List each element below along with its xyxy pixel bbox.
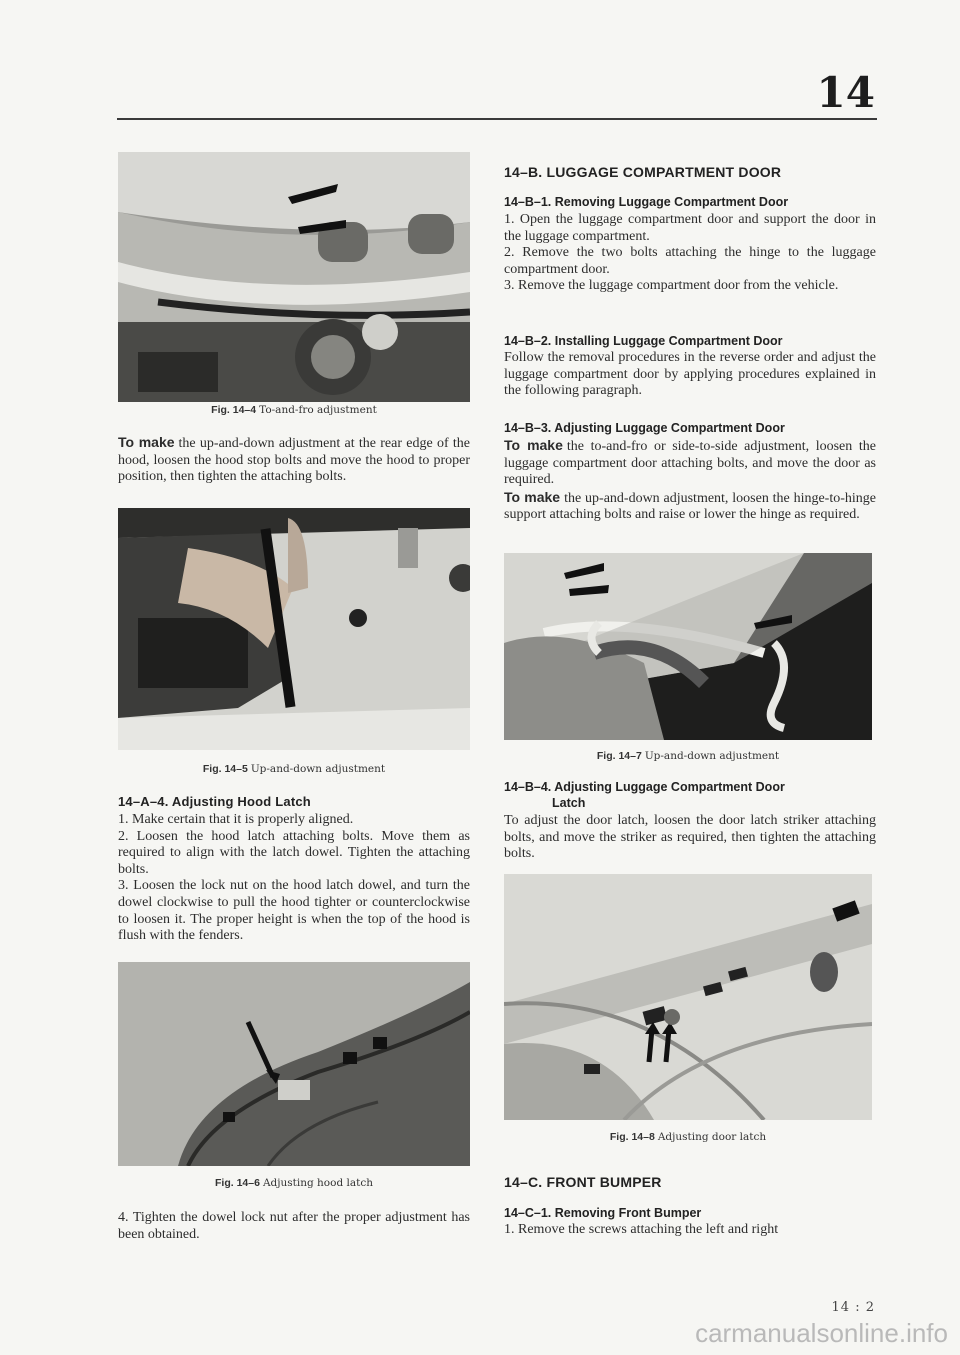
section-heading-14b2: 14–B–2. Installing Luggage Compartment Door — [504, 334, 783, 348]
header-rule — [117, 118, 877, 120]
step-4-paragraph — [118, 1210, 470, 1243]
figure-caption-text: Up-and-down adjustment — [644, 750, 780, 762]
figure-number: Fig. 14–8 — [609, 1131, 655, 1143]
section-heading-14b4 — [504, 779, 876, 811]
section-14a4-body — [118, 812, 470, 945]
step-3: 3. Loosen the lock nut on the hood latch dowel, and turn the dowel clockwise to pull the hood tighter or counterclockwise to loosen it. The proper height is when the top of the hood is flush with the fenders. — [118, 878, 470, 944]
step-1: 1. Open the luggage compartment door and support the door in the luggage compartment. — [504, 212, 876, 244]
paragraph-text: the up-and-down adjustment at the rear edge of the hood, loosen the hood stop bolts and move the hood to proper position, then tighten the attaching bolts. — [118, 436, 470, 485]
figure-14-6-photo — [118, 962, 470, 1166]
section-heading-14b: 14–B. LUGGAGE COMPARTMENT DOOR — [504, 164, 782, 180]
page-number: 14 : 2 — [831, 1300, 875, 1315]
figure-14-7-photo — [504, 553, 872, 740]
figure-14-5-caption — [118, 763, 470, 775]
figure-14-8-caption — [504, 1131, 872, 1143]
lead-in: To make — [118, 434, 175, 450]
figure-14-4-caption — [118, 404, 470, 416]
section-14c1-body — [504, 1222, 876, 1239]
section-14b3-body — [504, 437, 876, 524]
figure-14-7-caption — [504, 750, 872, 762]
step-2: 2. Loosen the hood latch attaching bolts. Move them as required to align with the latch dowel. Tighten the attaching bolts. — [118, 828, 470, 877]
figure-number: Fig. 14–5 — [202, 763, 248, 775]
section-heading-14c: 14–C. FRONT BUMPER — [504, 1174, 662, 1190]
section-heading-14c1: 14–C–1. Removing Front Bumper — [504, 1206, 702, 1220]
paragraph-text: To adjust the door latch, loosen the door latch striker attaching bolts, and move the striker as required, then tighten the attaching bolts. — [504, 813, 876, 862]
heading-line: 14–B–4. Adjusting Luggage Compartment Door — [504, 780, 785, 794]
figure-14-5-photo — [118, 508, 470, 750]
figure-14-8-photo — [504, 874, 872, 1120]
figure-number: Fig. 14–6 — [214, 1177, 260, 1189]
figure-caption-text: Adjusting hood latch — [262, 1177, 373, 1189]
figure-14-6-caption — [118, 1177, 470, 1189]
figure-caption-text: Up-and-down adjustment — [250, 763, 386, 775]
figure-number: Fig. 14–7 — [596, 750, 642, 762]
step-1: 1. Remove the screws attaching the left and right — [504, 1222, 779, 1237]
section-heading-14b3: 14–B–3. Adjusting Luggage Compartment Door — [504, 421, 785, 435]
updown-adjust-paragraph — [118, 434, 470, 486]
step-4: 4. Tighten the dowel lock nut after the proper adjustment has been obtained. — [118, 1210, 470, 1242]
paragraph-text: Follow the removal procedures in the reverse order and adjust the luggage compartment door by applying procedures explained in the following paragraph. — [504, 350, 876, 399]
paragraph-text: the up-and-down adjustment, loosen the hinge-to-hinge support attaching bolts and raise or lower the hinge as required. — [504, 490, 876, 523]
step-1: 1. Make certain that it is properly aligned. — [118, 812, 354, 827]
figure-14-4-photo — [118, 152, 470, 402]
chapter-number: 14 — [816, 68, 875, 117]
section-heading-14b1: 14–B–1. Removing Luggage Compartment Door — [504, 195, 789, 209]
lead-in: To make — [504, 437, 563, 453]
section-14b1-body — [504, 212, 876, 295]
figure-caption-text: To-and-fro adjustment — [259, 404, 377, 416]
figure-number: Fig. 14–4 — [211, 404, 257, 416]
section-14b4-body — [504, 813, 876, 863]
figure-caption-text: Adjusting door latch — [657, 1131, 767, 1143]
step-3: 3. Remove the luggage compartment door from the vehicle. — [504, 278, 839, 294]
step-2: 2. Remove the two bolts attaching the hinge to the luggage compartment door. — [504, 245, 876, 277]
heading-line: Latch — [552, 796, 586, 810]
section-heading-14a4: 14–A–4. Adjusting Hood Latch — [118, 794, 311, 809]
site-watermark: carmanualsonline.info — [695, 1318, 948, 1348]
paragraph-text: the to-and-fro or side-to-side adjustment, loosen the luggage compartment door attaching bolts, and move the door as required. — [504, 439, 876, 488]
lead-in: To make — [504, 488, 561, 505]
section-14b2-body — [504, 350, 876, 400]
